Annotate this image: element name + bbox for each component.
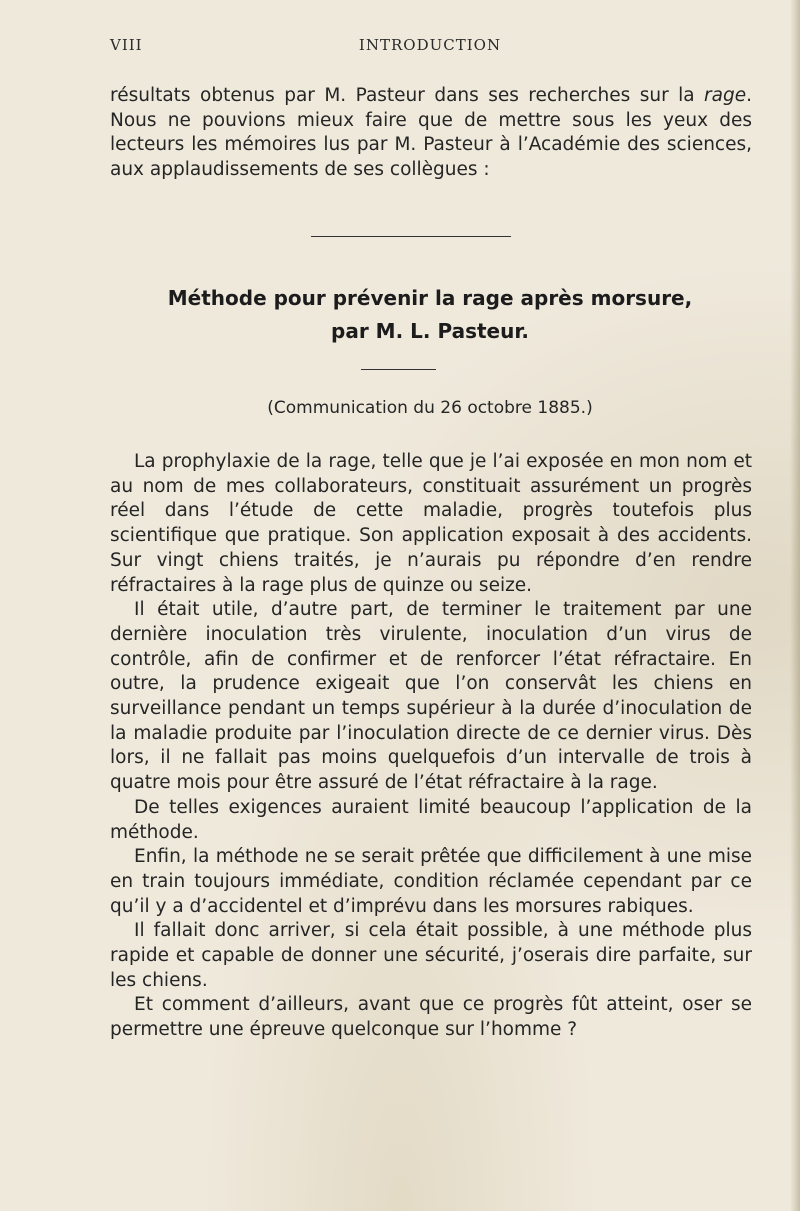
page-number: VIII [110,36,143,54]
title-underline-rule [361,369,436,370]
body-paragraph-2: Il était utile, d’autre part, de terminer le traitement par une dernière inoculation très virulente, inoculation d’un virus de contrôle, afin de confirmer et de renforcer l’état réfractaire. En outre, la prudence exigeait que l’on conservât les chiens en surveillance pendant un temps supérieur à la durée d’inoculation de la maladie produite par l’inoculation directe de ce dernier virus. Dès lors, il ne fallait pas moins quelquefois d’un intervalle de trois à quatre mois pour être assuré de l’état réfractaire à la rage. [110,599,752,794]
running-title: INTRODUCTION [358,36,502,54]
body-paragraph-3: De telles exigences auraient limité beaucoup l’application de la méthode. [110,796,752,843]
body-paragraph-4: Enfin, la méthode ne se serait prêtée que difficilement à une mise en train toujours immédiate, condition réclamée cependant par ce qu’il y a d’accidentel et d’imprévu dans les morsures rabiques. [110,846,752,917]
body-paragraph-6: Et comment d’ailleurs, avant que ce progrès fût atteint, oser se permettre une épreuve quelconque sur l’homme ? [110,994,752,1041]
italic-word: rage [704,85,747,106]
body-paragraph-1: La prophylaxie de la rage, telle que je l’ai exposée en mon nom et au nom de mes collaborateurs, constituait assurément un progrès réel dans l’étude de cette maladie, progrès toutefois plus scientifique que pratique. Son application exposait à des accidents. Sur vingt chiens traités, je n’aurais pu répondre d’en rendre réfractaires à la rage plus de quinze ou seize. [110,451,752,596]
intro-text: résultats obtenus par M. Pasteur dans ses recherches sur la rage. Nous ne pouvions mieux faire que de mettre sous les yeux des lecteurs les mémoires lus par M. Pasteur à l’Académie des sciences, aux applaudissements de ses collègues : [110,85,752,181]
article-byline: par M. L. Pasteur. [331,319,529,343]
article-title-line-1: Méthode pour prévenir la rage après morsure, [167,286,693,310]
page-edge-shadow [790,0,800,1211]
article-title [80,282,780,348]
running-head [110,36,750,60]
communication-date: (Communication du 26 octobre 1885.) [267,398,593,418]
body-paragraph-5: Il fallait donc arriver, si cela était possible, à une méthode plus rapide et capable de donner une sécurité, j’oserais dire parfaite, sur les chiens. [110,920,752,991]
intro-paragraph [110,84,752,183]
article-body [110,450,752,1043]
separator-rule [311,236,511,237]
